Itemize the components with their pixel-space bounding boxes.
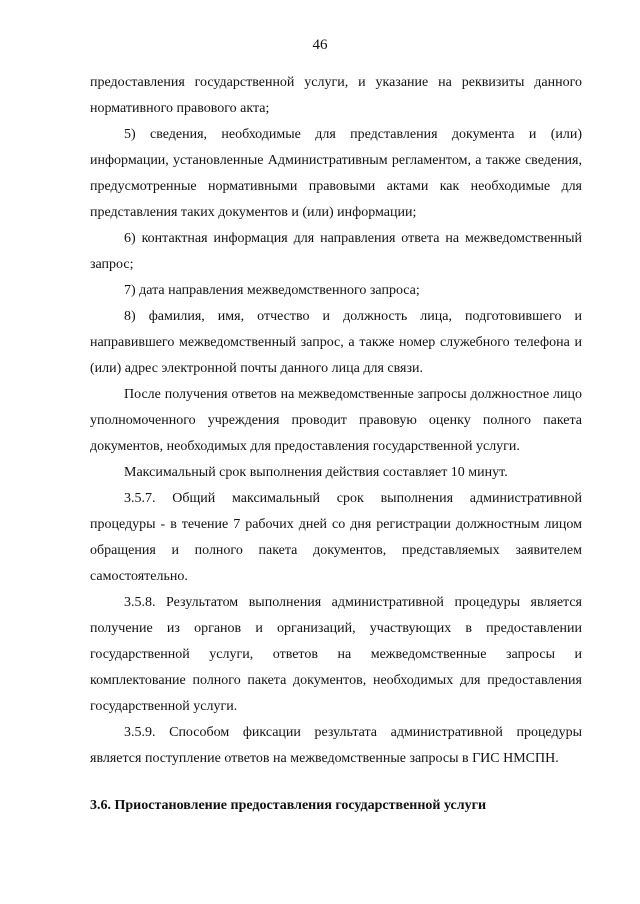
- paragraph-max-duration: Максимальный срок выполнения действия составляет 10 минут.: [124, 465, 508, 480]
- paragraph-3-5-7: 3.5.7. Общий максимальный срок выполнения административной процедуры - в течение 7 рабочих дней со дня регистрации должностным лицом обращения и полного пакета документов, представляемых заявителем самостоятельно.: [90, 491, 582, 584]
- paragraph-legal-assessment: После получения ответов на межведомственные запросы должностное лицо уполномоченного учреждения проводит правовую оценку полного пакета документов, необходимых для предоставления государственной услуги.: [90, 387, 582, 454]
- paragraph-3-5-9: 3.5.9. Способом фиксации результата административной процедуры является поступление ответов на межведомственные запросы в ГИС НМСПН.: [90, 725, 582, 766]
- section-heading: 3.6. Приостановление предоставления государственной услуги: [90, 798, 487, 813]
- paragraph-3-5-8: 3.5.8. Результатом выполнения административной процедуры является получение из органов и организаций, участвующих в предоставлении государственной услуги, ответов на межведомственные запросы и комплектование полного пакета документов, необходимых для предоставления государственной услуги.: [90, 595, 582, 714]
- page-number: 46: [312, 37, 328, 53]
- paragraph-item-7: 7) дата направления межведомственного запроса;: [124, 283, 420, 298]
- paragraph-continuation: предоставления государственной услуги, и указание на реквизиты данного нормативного правового акта;: [90, 75, 582, 116]
- document-body: [90, 70, 582, 772]
- paragraph-item-5: 5) сведения, необходимые для представления документа и (или) информации, установленные Административным регламентом, а также сведения, предусмотренные нормативными правовыми актами как необходимые для представления таких документов и (или) информации;: [90, 127, 582, 220]
- paragraph-item-8: 8) фамилия, имя, отчество и должность лица, подготовившего и направившего межведомственный запрос, а также номер служебного телефона и (или) адрес электронной почты данного лица для связи.: [90, 309, 582, 376]
- paragraph-item-6: 6) контактная информация для направления ответа на межведомственный запрос;: [90, 231, 582, 272]
